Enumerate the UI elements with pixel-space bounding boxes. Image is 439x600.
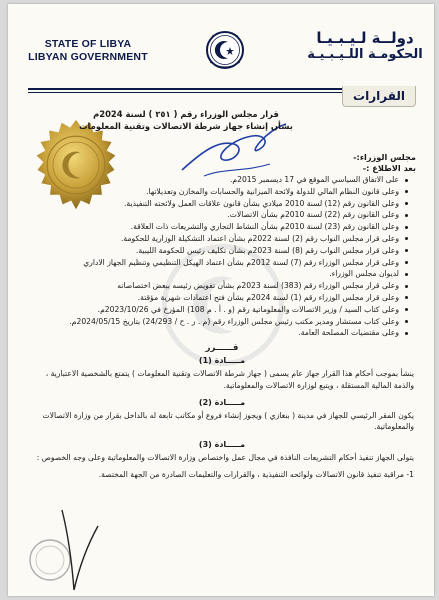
list-item: وعلى قرار مجلس الوزراء رقم (7) لسنة 2012م بشأن اعتماد الهيكل التنظيمي وتنظيم الجهاز الاداري xyxy=(28,257,408,269)
list-item: وعلى قرار مجلس الوزراء رقم (383) لسنة 2023م بشأن تفويض رئيسه ببعض اختصاصاته xyxy=(28,280,408,292)
section-tab: القرارات xyxy=(342,86,416,107)
after-review-label: بعد الاطلاع :- xyxy=(362,163,416,173)
article2-title: مـــــادة (2) xyxy=(198,397,246,407)
header-english xyxy=(22,38,154,64)
decision-title xyxy=(46,108,416,132)
list-item: على الاتفاق السياسي الموقع في 17 ديسمبر 2015م. xyxy=(28,174,408,186)
list-item: وعلى قرار مجلس الوزراء رقم (1) لسنة 2024م بشأن فتح اعتمادات شهرية مؤقتة. xyxy=(28,292,408,304)
decreed-heading: قــــــرر xyxy=(205,342,239,353)
list-item: وعلى القانون رقم (12) لسنة 2010 ميلادي بشأن قانون علاقات العمل ولائحته التنفيذية. xyxy=(28,198,408,210)
title-line2: بشأن إنشاء جهاز شرطة الاتصالات وتقنية المعلومات xyxy=(79,121,293,131)
article3-title: مـــــادة (3) xyxy=(198,439,246,449)
title-line1: قرار مجلس الوزراء رقم ( ٢٥١ ) لسنة 2024م xyxy=(93,109,279,119)
list-item: وعلى قرار مجلس النواب رقم (8) لسنة 2023م بشأن تكليف رئيس للحكومة الليبية. xyxy=(28,245,408,257)
article3-text: يتولى الجهاز تنفيذ أحكام التشريعات النافذة في مجال عمل واختصاص وزارة الاتصالات والمعلوماتية وعلى وجه الخصوص : xyxy=(36,452,414,462)
document-page xyxy=(8,4,434,596)
list-item: وعلى قرار مجلس النواب رقم (2) لسنة 2022م بشأن اعتماد التشكيلة الوزارية للحكومة. xyxy=(28,233,408,245)
header-en-line2: LIBYAN GOVERNMENT xyxy=(28,51,148,63)
list-item: وعلى قانون النظام المالي للدولة ولائحة الميزانية والحسابات والمخازن وتعديلاتها. xyxy=(28,186,408,198)
decision-body xyxy=(28,108,416,481)
header-ar-line2: الحكومـة اللـيـبـيـة xyxy=(307,47,423,62)
list-item-continuation: لديوان مجلس الوزراء. xyxy=(28,268,408,280)
header-en-line1: STATE OF LIBYA xyxy=(44,38,132,50)
article1-title: مـــــادة (1) xyxy=(198,356,246,366)
article3-item1: 1- مراقبة تنفيذ قانون الاتصالات ولوائحه التنفيذية ، والقرارات والتعليمات الصادرة من الجهة المختصة. xyxy=(98,470,414,480)
libya-emblem-icon xyxy=(200,22,250,74)
article2-text: يكون المقر الرئيسي للجهاز في مدينة ( بنغازي ) ويجوز إنشاء فروع أو مكاتب تابعة له بالداخل بقرار من وزارة الاتصالات والمعلوماتية. xyxy=(42,410,414,432)
header-arabic xyxy=(306,30,424,63)
pen-mark-icon xyxy=(58,504,102,594)
list-item: وعلى كتاب السيد / وزير الاتصالات والمعلوماتية رقم (و . أ . م 108) المؤرخ في 2023/10/26م. xyxy=(28,304,408,316)
list-item: وعلى كتاب مستشار ومدير مكتب رئيس مجلس الوزراء رقم (م . ر . ح / 24/293) بتاريخ 2024/05/15م. xyxy=(28,316,408,328)
article1-text: ينشأ بموجب أحكام هذا القرار جهاز عام يسمى ( جهاز شرطة الاتصالات وتقنية المعلومات ) يتمتع بالشخصية الاعتبارية ، والذمة المالية المستقلة ، ويتبع لوزارة الاتصالات والمعلوماتية. xyxy=(45,369,414,390)
review-list xyxy=(28,174,416,339)
list-item: وعلى القانون رقم (23) لسنة 2010م بشأن النشاط التجاري والتشريعات ذات العلاقة. xyxy=(28,221,408,233)
list-item: وعلى مقتضيات المصلحة العامة. xyxy=(28,327,408,339)
council-label: مجلس الوزراء:- xyxy=(353,152,416,162)
list-item: وعلى القانون رقم (22) لسنة 2010م بشأن الاتصالات. xyxy=(28,209,408,221)
header-ar-line1: دولــة لـيـبـيـا xyxy=(316,29,414,47)
